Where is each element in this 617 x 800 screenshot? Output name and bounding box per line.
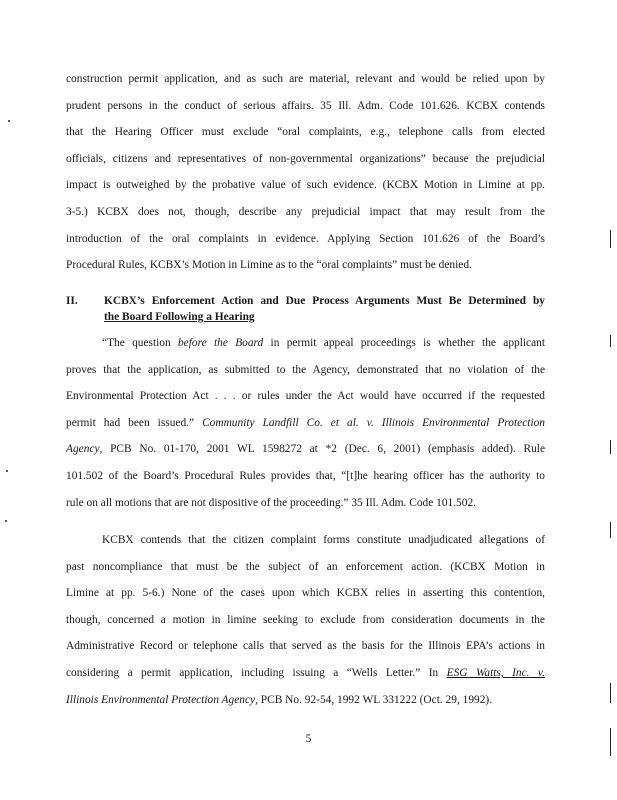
text-line: rule on all motions that are not dispositive of the proceeding.” 35 Ill. Adm. Code 101.502. <box>66 496 476 509</box>
scan-speck <box>5 520 7 522</box>
heading-number: II. <box>66 295 78 307</box>
heading-line-1: KCBX’s Enforcement Action and Due Process Arguments Must Be Determined by <box>104 295 545 307</box>
scan-margin-mark <box>610 335 611 347</box>
text-line: introduction of the oral complaints in evidence. Applying Section 101.626 of the Board’s <box>66 232 545 245</box>
text-line: Agency, PCB No. 01-170, 2001 WL 1598272 at *2 (Dec. 6, 2001) (emphasis added). Rule <box>66 443 545 456</box>
text-line: permit had been issued.” Community Landfill Co. et al. v. Illinois Environmental Protection <box>66 416 545 429</box>
scan-speck <box>8 120 10 122</box>
text-line: prudent persons in the conduct of serious affairs. 35 Ill. Adm. Code 101.626. KCBX contends <box>66 99 545 112</box>
text-line: KCBX contends that the citizen complaint forms constitute unadjudicated allegations of <box>102 534 545 546</box>
scan-margin-mark <box>610 230 611 248</box>
text-line: 3-5.) KCBX does not, though, describe any prejudicial impact that may result from the <box>66 205 545 218</box>
text-line: Illinois Environmental Protection Agency, PCB No. 92-54, 1992 WL 331222 (Oct. 29, 1992). <box>66 693 493 706</box>
text-line: Environmental Protection Act . . . or rules under the Act would have occurred if the requested <box>66 390 545 403</box>
paragraph-kcbx-contends <box>66 527 545 713</box>
scan-margin-mark <box>610 522 611 538</box>
text-line: proves that the application, as submitted to the Agency, demonstrated that no violation of the <box>66 363 545 376</box>
text-line: impact is outweighed by the probative value of such evidence. (KCBX Motion in Limine at pp. <box>66 179 545 192</box>
text-line: considering a permit application, including issuing a “Wells Letter.” In ESG Watts, Inc. v. <box>66 666 545 679</box>
heading-line-2: the Board Following a Hearing <box>104 311 255 323</box>
text-line: though, concerned a motion in limine seeking to exclude from consideration documents in the <box>66 613 545 626</box>
text-line: past noncompliance that must be the subject of an enforcement action. (KCBX Motion in <box>66 560 545 573</box>
text-line: 101.502 of the Board’s Procedural Rules provides that, “[t]he hearing officer has the authority to <box>66 469 545 482</box>
scan-margin-mark <box>610 728 611 756</box>
scan-margin-mark <box>610 440 611 454</box>
paragraph-permit-appeal <box>66 330 545 516</box>
text-line: Procedural Rules, KCBX’s Motion in Limine as to the “oral complaints” must be denied. <box>66 259 472 272</box>
text-line: Limine at pp. 5-6.) None of the cases upon which KCBX relies in asserting this contention, <box>66 587 545 600</box>
page-number: 5 <box>305 733 312 745</box>
text-line: construction permit application, and as such are material, relevant and would be relied upon by <box>66 73 545 85</box>
text-line: Administrative Record or telephone calls that served as the basis for the Illinois EPA’s actions in <box>66 640 545 653</box>
text-line: officials, citizens and representatives of non-governmental organizations” because the prejudicial <box>66 152 545 165</box>
scan-margin-mark <box>610 683 611 703</box>
text-line: that the Hearing Officer must exclude “oral complaints, e.g., telephone calls from elected <box>66 126 545 139</box>
text-line: “The question before the Board in permit appeal proceedings is whether the applicant <box>102 337 546 349</box>
scan-speck <box>6 470 8 472</box>
paragraph-oral-complaints <box>66 66 545 279</box>
